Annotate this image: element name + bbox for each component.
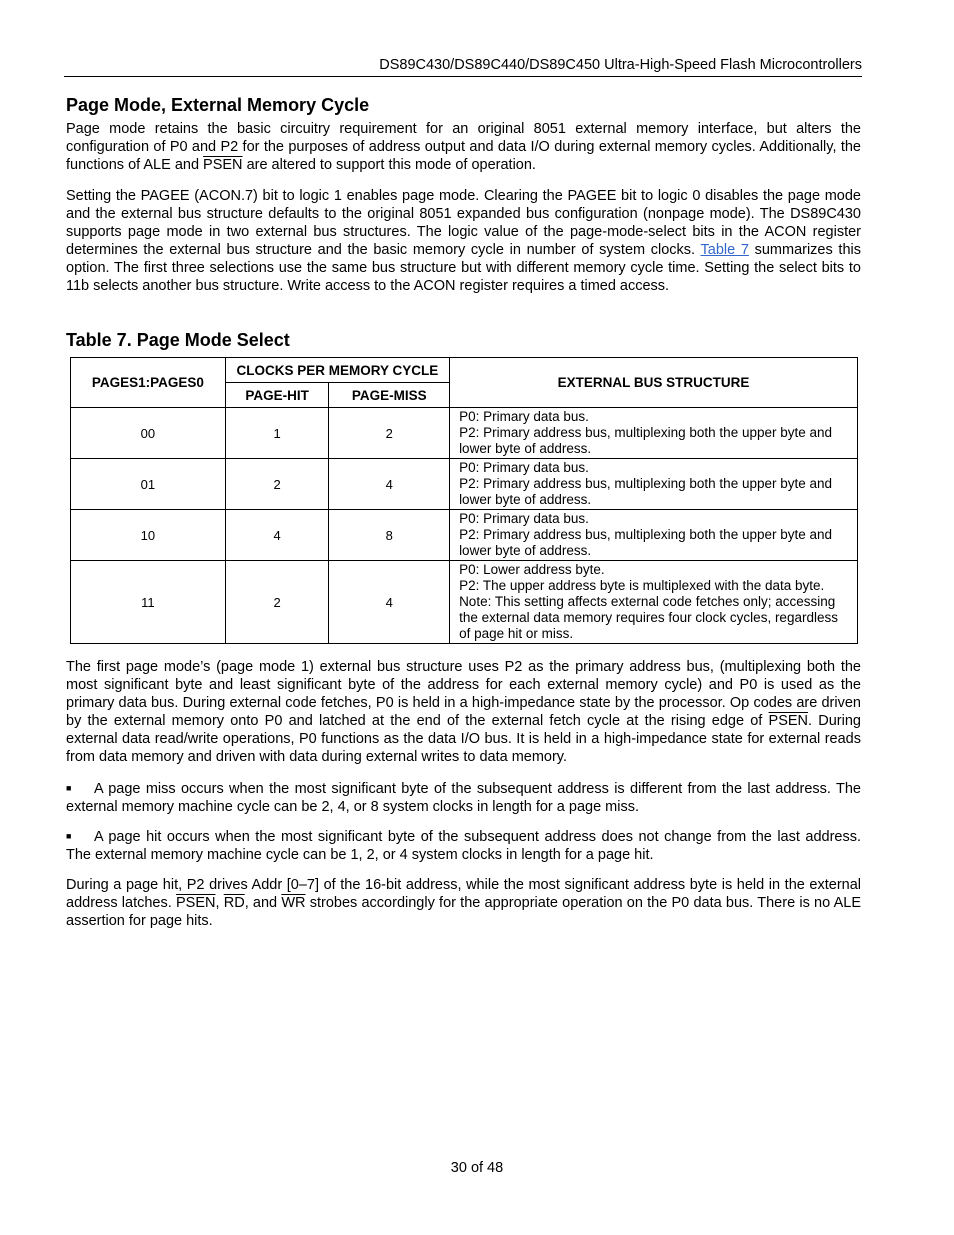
bus-line: P0: Lower address byte. [459,562,605,577]
cell-pages: 00 [71,408,226,459]
table-row [71,459,858,510]
header-pages: PAGES1:PAGES0 [71,358,226,408]
table-row [71,561,858,644]
text-run: A page hit occurs when the most significant byte of the subsequent address does not change from the last address. The external memory machine cycle can be 1, 2, or 4 system clocks in length for a page hit. [66,829,861,863]
text-run: The first page mode’s (page mode 1) external bus structure uses P2 as the primary address bus, (multiplexing both the most significant byte and least significant byte of the address for each external memory cycle) and P0 is used as the primary data bus. During external code fetches, P0 is held in a high-impedance state by the processor. Op codes are driven by the external memory onto P0 and latched at the end of the external fetch cycle at the rising edge of [66,659,861,729]
cell-hit: 1 [225,408,329,459]
text-run: , [215,895,224,911]
cell-hit: 2 [225,459,329,510]
signal-rd: $\overline{RD}$ [223,895,245,911]
page-header [64,56,862,77]
cell-pages: 11 [71,561,226,644]
paragraph-intro [66,120,861,174]
text-run: strobes accordingly for the appropriate operation on the P0 data bus. There is no ALE assertion for page hits. [66,895,861,929]
header-bus: EXTERNAL BUS STRUCTURE [450,358,858,408]
cell-bus [450,459,858,510]
text-run: are altered to support this mode of operation. [242,157,536,173]
bus-line: Note: This setting affects external code fetches only; accessing [459,594,836,609]
text-run: During a page hit, P2 drives Addr [0–7] of the 16-bit address, while the most significant address byte is held in the external address latches. [66,877,861,911]
bus-line: P0: Primary data bus. [459,409,589,424]
bus-line: P0: Primary data bus. [459,460,589,475]
bullet-square-icon: ■ [66,783,72,793]
bullet-page-hit [66,827,861,864]
bus-line: P2: The upper address byte is multiplexed with the data byte. [459,578,825,593]
text-run: summarizes this option. The first three selections use the same bus structure but with different memory cycle time. Setting the select bits to 11b selects another bus structure. Write access to the ACON register requires a timed access. [66,242,861,294]
paragraph-page-mode-1 [66,658,861,766]
bus-line: the external data memory requires four clock cycles, regardless [459,610,838,625]
header-page-hit: PAGE-HIT [225,383,329,408]
cell-bus [450,510,858,561]
table-7-link[interactable]: Table 7 [700,242,749,258]
bus-line: lower byte of address. [459,492,592,507]
bullet-square-icon: ■ [66,831,72,841]
bullet-page-miss [66,779,861,816]
cell-miss: 8 [329,510,450,561]
paragraph-pagee [66,187,861,295]
bus-line: lower byte of address. [459,441,592,456]
text-run: . During external data read/write operations, P0 functions as the data I/O bus. It is held in a high-impedance state for external reads from data memory and driven with data during external writes to data memory. [66,713,861,765]
bus-line: lower byte of address. [459,543,592,558]
bus-line: P2: Primary address bus, multiplexing both the upper byte and [459,527,833,542]
cell-pages: 01 [71,459,226,510]
signal-psen: PSEN [203,157,243,173]
page-mode-table [70,357,858,644]
cell-bus [450,561,858,644]
text-run: , and [244,895,282,911]
cell-miss: 4 [329,561,450,644]
cell-miss: 2 [329,408,450,459]
paragraph-page-hit [66,876,861,930]
table-row [71,408,858,459]
cell-hit: 2 [225,561,329,644]
cell-hit: 4 [225,510,329,561]
signal-psen: PSEN [768,713,809,729]
cell-miss: 4 [329,459,450,510]
section-heading: Page Mode, External Memory Cycle [66,95,370,115]
signal-psen: PSEN [175,895,216,911]
bus-line: of page hit or miss. [459,626,574,641]
cell-bus [450,408,858,459]
bus-line: P2: Primary address bus, multiplexing both the upper byte and [459,425,833,440]
signal-wr: $\overline{WR}$ [281,895,306,911]
bus-line: P2: Primary address bus, multiplexing both the upper byte and [459,476,833,491]
header-title: DS89C430/DS89C440/DS89C450 Ultra-High-Speed Flash Microcontrollers [379,57,862,73]
table-row [71,510,858,561]
text-run: Page mode retains the basic circuitry requirement for an original 8051 external memory interface, but alters the configuration of P0 and P2 for the purposes of address output and data I/O during external memory cycles. Additionally, the functions of ALE and [66,121,861,173]
cell-pages: 10 [71,510,226,561]
table-caption: Table 7. Page Mode Select [66,330,290,350]
text-run: Setting the PAGEE (ACON.7) bit to logic 1 enables page mode. Clearing the PAGEE bit to logic 0 disables the page mode and the external bus structure defaults to the original 8051 expanded bus configuration (nonpage mode). The DS89C430 supports page mode in two external bus structures. The logic value of the page-mode-select bits in the ACON register determines the external bus structure and the basic memory cycle in number of system clocks. [66,188,861,258]
text-run: A page miss occurs when the most significant byte of the subsequent address is different from the last address. The external memory machine cycle can be 2, 4, or 8 system clocks in length for a page miss. [66,781,861,815]
page-number: 30 of 48 [450,1160,504,1176]
header-page-miss: PAGE-MISS [329,383,450,408]
bus-line: P0: Primary data bus. [459,511,589,526]
header-clocks: CLOCKS PER MEMORY CYCLE [225,358,449,383]
